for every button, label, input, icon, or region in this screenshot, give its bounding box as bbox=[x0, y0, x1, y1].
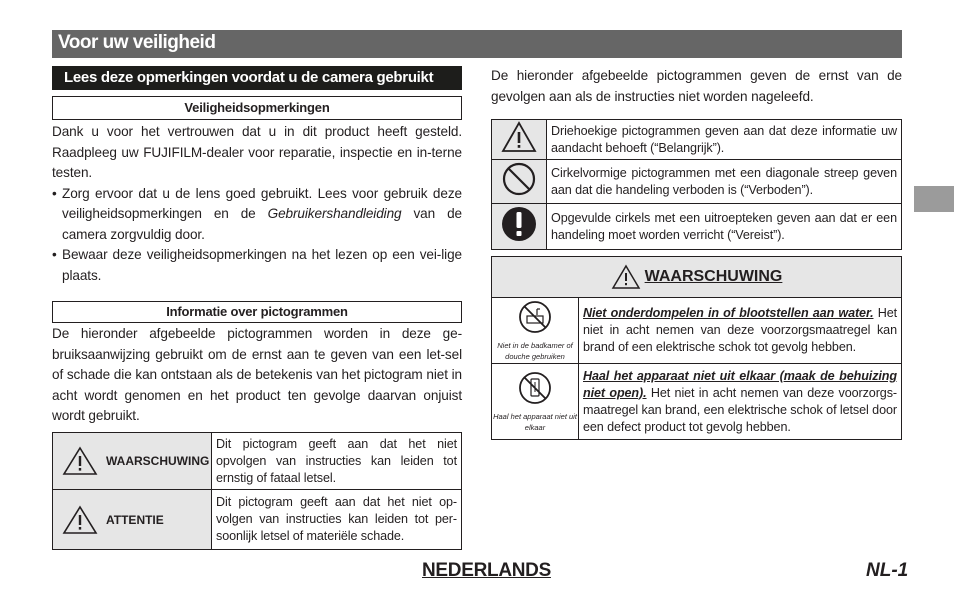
legend-icon-cell bbox=[492, 160, 547, 204]
severity-row bbox=[53, 490, 462, 550]
bullet-item bbox=[52, 245, 462, 286]
no-water-icon bbox=[517, 299, 553, 335]
warning-body: Het niet in acht nemen van deze voorzorgsmaatregel kan brand of een elektrische schok tot gevolg hebben. bbox=[583, 306, 897, 354]
triangle-icon bbox=[501, 121, 537, 153]
severity-text: Dit pictogram geeft aan dat het niet op-volgen van instructies kan leiden tot per-soonlijk letsel of materiële schade. bbox=[212, 490, 462, 550]
pictogram-intro: De hieronder afgebeelde pictogrammen worden in deze ge-bruiksaanwijzing gebruikt om de ernst aan te geven van een let-sel of schade die kan ontstaan als de betekenis van het pictogram niet in acht wordt genomen en het product ten gevolge daarvan onjuist wordt gebruikt. bbox=[52, 326, 462, 423]
severity-label: WAARSCHUWING bbox=[106, 454, 210, 468]
warning-text bbox=[579, 298, 902, 364]
legend-row bbox=[492, 204, 902, 250]
warning-header bbox=[492, 257, 902, 298]
warning-row bbox=[492, 364, 902, 440]
legend-row bbox=[492, 120, 902, 160]
exclamation-circle-icon bbox=[501, 205, 537, 243]
legend-text: Opgevulde cirkels met een uitroepteken geven aan dat er een handeling moet worden verricht (“Vereist”). bbox=[547, 204, 902, 250]
severity-label-cell bbox=[53, 490, 212, 550]
severity-label: ATTENTIE bbox=[106, 512, 164, 527]
prohibited-circle-icon bbox=[501, 161, 537, 197]
section-title: Lees deze opmerkingen voordat u de camera gebruikt bbox=[52, 66, 462, 90]
bullet-text: Zorg ervoor dat u de lens goed gebruikt. Lees voor gebruik deze veiligheidsopmerkingen en de bbox=[62, 185, 462, 221]
warning-table bbox=[491, 256, 902, 440]
warning-text bbox=[579, 364, 902, 440]
icon-legend-table bbox=[491, 119, 902, 250]
severity-label-cell bbox=[53, 433, 212, 490]
bullet-text: van de camera zorgvuldig door. bbox=[62, 206, 462, 242]
notes-body bbox=[52, 122, 462, 286]
legend-icon-cell bbox=[492, 204, 547, 250]
pictogram-heading: Informatie over pictogrammen bbox=[52, 301, 462, 323]
warning-caption: Haal het apparaat niet uit elkaar bbox=[493, 412, 577, 432]
warning-body: Het niet in acht nemen van deze voorzorgs-maatregel kan brand, een elektrische schok of letsel door een defect product tot gevolg hebben. bbox=[583, 385, 897, 434]
right-intro: De hieronder afgebeelde pictogrammen geven de ernst van de gevolgen aan als de instructies niet worden nageleefd. bbox=[491, 68, 902, 104]
warning-bold: Haal het apparaat niet uit elkaar (maak de behuizing niet open). bbox=[583, 368, 897, 400]
warning-icon-cell bbox=[492, 364, 579, 440]
warning-row bbox=[492, 298, 902, 364]
manual-title: Gebruikershandleiding bbox=[267, 206, 402, 221]
no-disassembly-icon bbox=[517, 370, 553, 406]
legend-text: Driehoekige pictogrammen geven aan dat deze informatie uw aandacht behoeft (“Belangrijk”). bbox=[547, 120, 902, 160]
severity-text: Dit pictogram geeft aan dat het niet opvolgen van instructies kan leiden tot ernstig of fataal letsel. bbox=[212, 433, 462, 490]
intro-text: Dank u voor het vertrouwen dat u in dit product heeft gesteld. Raadpleeg uw FUJIFILM-dealer voor reparatie, inspectie en in-terne testen. bbox=[52, 124, 462, 180]
legend-icon-cell bbox=[492, 120, 547, 160]
severity-row bbox=[53, 433, 462, 490]
side-tab bbox=[914, 186, 954, 212]
page-title: Voor uw veiligheid bbox=[58, 32, 216, 53]
bullet-text: Bewaar deze veiligheidsopmerkingen na het lezen op een vei-lige plaats. bbox=[62, 247, 462, 283]
footer-language: NEDERLANDS bbox=[422, 560, 551, 581]
warning-caption: Niet in de badkamer of douche gebruiken bbox=[497, 341, 573, 361]
warning-triangle-icon bbox=[62, 505, 98, 535]
legend-row bbox=[492, 160, 902, 204]
warning-bold: Niet onderdompelen in of blootstellen aan water. bbox=[583, 306, 874, 320]
warning-title: WAARSCHUWING bbox=[644, 268, 783, 285]
warning-header-row bbox=[492, 257, 902, 298]
severity-table bbox=[52, 432, 462, 550]
page-number: NL-1 bbox=[866, 560, 909, 581]
warning-icon-cell bbox=[492, 298, 579, 364]
warning-triangle-icon bbox=[62, 446, 98, 476]
bullet-item bbox=[52, 184, 462, 246]
header-bar bbox=[52, 30, 902, 58]
legend-text: Cirkelvormige pictogrammen met een diagonale streep geven aan dat die handeling verboden is (“Verboden”). bbox=[547, 160, 902, 204]
notes-heading: Veiligheidsopmerkingen bbox=[52, 96, 462, 120]
warning-triangle-icon bbox=[611, 264, 641, 290]
